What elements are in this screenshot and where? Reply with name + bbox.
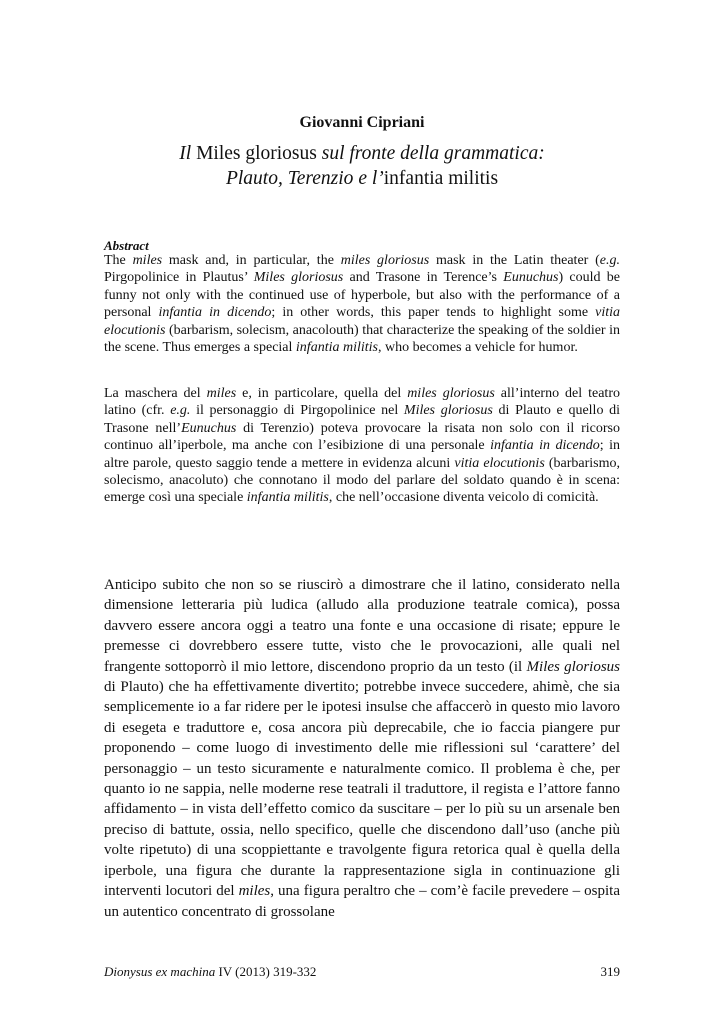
abstract-italian — [104, 385, 620, 507]
abstract-heading: Abstract — [104, 238, 149, 253]
text-run: The — [104, 253, 133, 268]
text-run: mask and, in particular, the — [162, 253, 341, 268]
title-line-1 — [0, 141, 724, 166]
title-fragment: Plauto, Terenzio — [225, 168, 354, 189]
text-run: e, in particolare, quella del — [236, 386, 408, 401]
italic-run: miles — [238, 883, 271, 900]
text-run: ) could be funny not only with the continued use of hyperbole, but also with the performance of a personal — [104, 270, 621, 321]
text-run: La maschera del — [104, 386, 207, 401]
italic-run: infantia militis — [295, 340, 378, 356]
text-run: , che nell’occasione diventa veicolo di comicità. — [328, 490, 599, 506]
italic-run: Miles gloriosus — [526, 658, 620, 675]
italic-run: Eunuchus — [181, 420, 237, 436]
journal-name: Dionysus ex machina — [104, 964, 216, 979]
text-run: , una figura peraltro che – com’è facile prevedere – ospita un autentico concentrato di grossolane — [104, 883, 620, 920]
title-fragment: e — [353, 168, 372, 189]
text-run: Pirgopolinice in Plautus’ — [104, 270, 254, 286]
author-name: Giovanni Cipriani — [299, 114, 425, 131]
text-run: di Terenzio) poteva provocare la risata non solo con il ricorso continuo all’iperbole, ma anche con l’esibizione di una personale — [104, 420, 620, 454]
text-run: (barbarism, solecism, anacolouth) that characterize the speaking of the soldier in the scene. Thus emerges a special — [104, 322, 620, 356]
text-run: , who becomes a vehicle for humor. — [378, 340, 578, 356]
italic-run: miles gloriosus — [340, 253, 430, 268]
text-run: Anticipo subito che non so se riuscirò a dimostrare che il latino, considerato nella dimensione letteraria più ludica (alludo alla produzione teatrale comica), possa davvero essere ancora oggi a teatro una fonte e una occasione di risate; eppure le premesse ci dovrebbero essere tutte, visto che le provocazioni, alle quali nel frangente sottoporrò il mio lettore, discendono proprio da un testo (il — [104, 577, 620, 675]
italic-run: miles — [132, 253, 163, 268]
italic-run: miles gloriosus — [407, 386, 495, 401]
text-run: all’interno del teatro latino (cfr. — [104, 386, 620, 419]
text-run: ; in altre parole, questo saggio tende a mettere in evidenza alcuni — [104, 438, 620, 471]
volume-pages: IV (2013) 319-332 — [215, 964, 317, 979]
italic-run: Eunuchus — [503, 270, 559, 286]
title-fragment: Il — [179, 143, 192, 164]
body-paragraph — [104, 575, 620, 922]
paper-title — [0, 141, 724, 191]
page-number: 319 — [600, 964, 620, 979]
text-run: and Trasone in Terence’s — [343, 270, 504, 286]
title-fragment: Miles gloriosus — [191, 143, 322, 164]
footer-citation — [104, 964, 316, 980]
text-run: di Plauto e quello di Trasone nell’ — [104, 403, 621, 436]
title-fragment: infantia militis — [383, 168, 499, 189]
text-run: il personaggio di Pirgopolinice nel — [190, 403, 404, 419]
text-run: (barbarismo, solecismo, anacoluto) che connotano il modo del parlare del soldato quando è in scena: emerge così una speciale — [104, 455, 620, 506]
italic-run: e.g. — [170, 403, 191, 419]
italic-run: e.g. — [599, 253, 620, 268]
title-line-2 — [0, 166, 724, 191]
text-run: di Plauto) che ha effettivamente divertito; potrebbe invece succedere, ahimè, che sia semplicemente io a far ridere per le ipotesi insulse che affaccerò in questo mio lavoro di esegeta e traduttore e, cosa ancora più deprecabile, che io faccia piangere pur proponendo – come luogo di investimento delle mie riflessioni sul ‘carattere’ del personaggio – un testo sicuramente e naturalmente comico. Il problema è che, per quanto io ne sappia, nelle moderne rese teatrali il traduttore, il regista e l’attore fanno affidamento – in vista dell’effetto comico da suscitare – per lo più su un arsenale ben preciso di battute, ossia, nello specifico, quelle che discendono dall’uso (anche più volte ripetuto) di una scoppiettante e travolgente figura retorica qual è quella della iperbole, una figura che durante la rappresentazione sigla in continuazione gli interventi locutori del — [104, 679, 620, 900]
italic-run: vitia elocutionis — [104, 305, 621, 338]
title-fragment: sul fronte della grammatica: — [321, 143, 545, 164]
italic-run: Miles gloriosus — [403, 403, 493, 419]
italic-run: infantia in dicendo — [490, 438, 600, 454]
title-fragment: l’ — [371, 168, 384, 189]
text-run: ; in other words, this paper tends to highlight some — [271, 305, 596, 321]
text-run: mask in the Latin theater ( — [429, 253, 600, 268]
italic-run: vitia elocutionis — [454, 455, 545, 471]
italic-run: infantia in dicendo — [158, 305, 272, 321]
abstract-english — [104, 252, 620, 356]
italic-run: miles — [206, 386, 237, 401]
italic-run: Miles gloriosus — [253, 270, 344, 286]
italic-run: infantia militis — [246, 490, 329, 506]
